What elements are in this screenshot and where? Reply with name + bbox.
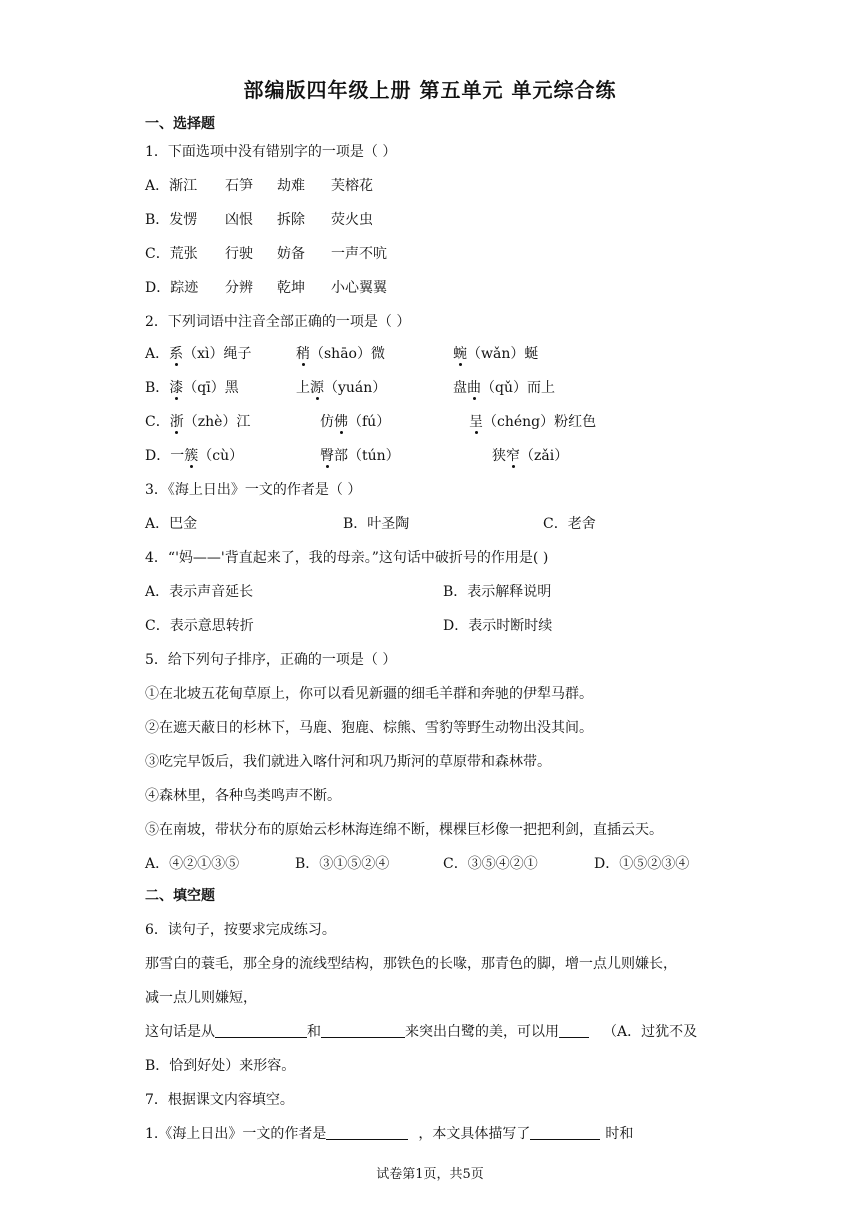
option-label: C．: [145, 414, 170, 430]
question-6-fill-line-2: B．恰到好处）来形容。: [145, 1058, 296, 1074]
question-5-stem: 5．给下列句子排序，正确的一项是（ ）: [145, 652, 397, 668]
plain-char: 上: [296, 380, 310, 396]
pinyin-text: （chéng）粉红色: [483, 414, 597, 430]
option-text: 荧火虫: [331, 212, 373, 228]
question-6-fill-line: [145, 1021, 697, 1041]
pinyin-text: （zǎi）: [520, 448, 569, 464]
question-2-option-a: [145, 343, 252, 363]
option-text: 小心翼翼: [331, 280, 387, 296]
option-text: 劫难: [277, 178, 305, 194]
question-2-option-a-word3: [453, 343, 538, 363]
option-text: A．渐江: [145, 178, 198, 194]
option-label: B．: [145, 380, 170, 396]
text: ，本文具体描写了: [418, 1126, 531, 1142]
text: 来突出白鹭的美，可以用: [405, 1024, 559, 1040]
page-footer: 试卷第1页，共5页: [376, 1167, 484, 1182]
text: 和: [307, 1024, 321, 1040]
pinyin-text: 部（tún）: [334, 448, 400, 464]
pinyin-text: （xì）绳子: [183, 346, 252, 362]
text: 时和: [605, 1126, 634, 1142]
answer-blank[interactable]: [530, 1125, 600, 1140]
page-title: 部编版四年级上册 第五单元 单元综合练: [243, 78, 617, 102]
option-text: B．发愣: [145, 212, 198, 228]
option-text: D．踪迹: [145, 280, 199, 296]
pinyin-text: （qī）黑: [183, 380, 239, 396]
pinyin-text: （shāo）微: [310, 346, 385, 362]
question-5-sentence-5: ⑤在南坡，带状分布的原始云杉林海连绵不断，棵棵巨杉像一把把利剑，直插云天。: [145, 822, 663, 838]
option-text: 芙榕花: [331, 178, 373, 194]
dotted-char: 臀: [320, 448, 334, 464]
question-1-option-c: [145, 243, 387, 263]
plain-char: 仿: [320, 414, 334, 430]
pinyin-text: （cù）: [198, 448, 244, 464]
dotted-char: 佛: [334, 414, 348, 430]
question-5-sentence-4: ④森林里，各种鸟类鸣声不断。: [145, 788, 341, 804]
question-2-option-b-word2: [296, 377, 386, 397]
text: （A．过犹不及: [603, 1024, 698, 1040]
dotted-char: 呈: [469, 414, 483, 430]
question-4-option-b: B．表示解释说明: [443, 584, 552, 600]
question-6-passage-line-2: 减一点儿则嫌短，: [145, 990, 257, 1006]
answer-blank[interactable]: [215, 1023, 307, 1038]
question-5-sentence-2: ②在遮天蔽日的杉林下，马鹿、狍鹿、棕熊、雪豹等野生动物出没其间。: [145, 720, 593, 736]
option-label: D．一: [145, 448, 185, 464]
question-7-fill-line: [145, 1123, 633, 1143]
answer-blank[interactable]: [326, 1125, 408, 1140]
question-4-stem: 4．“'妈——'背直起来了，我的母亲。”这句话中破折号的作用是( ): [145, 550, 549, 566]
question-1-option-b: [145, 209, 373, 229]
option-text: 拆除: [277, 212, 305, 228]
dotted-char: 蜿: [453, 346, 467, 362]
question-5-option-c: C．③⑤④②①: [443, 856, 538, 872]
question-1-option-d: [145, 277, 387, 297]
question-5-option-a: A．④②①③⑤: [145, 856, 240, 872]
question-5-option-b: B．③①⑤②④: [295, 856, 390, 872]
question-7-stem: 7．根据课文内容填空。: [145, 1092, 294, 1108]
question-3-option-c: C．老舍: [543, 516, 596, 532]
dotted-char: 簇: [184, 448, 199, 464]
text: 1.《海上日出》一文的作者是: [145, 1126, 327, 1142]
answer-blank[interactable]: [559, 1023, 589, 1038]
dotted-char: 源: [310, 380, 324, 396]
pinyin-text: （qǔ）而上: [481, 380, 555, 396]
question-2-option-d-word2: [320, 445, 400, 465]
question-2-option-c-word2: [320, 411, 390, 431]
option-text: C．荒张: [145, 246, 198, 262]
plain-char: 盘: [453, 380, 467, 396]
dotted-char: 漆: [169, 380, 184, 396]
pinyin-text: （wǎn）蜒: [467, 346, 539, 362]
text: 这句话是从: [145, 1024, 215, 1040]
option-text: 凶恨: [225, 212, 253, 228]
question-4-option-d: D．表示时断时续: [443, 618, 553, 634]
question-5-option-d: D．①⑤②③④: [594, 856, 690, 872]
question-3-stem: 3．《海上日出》一文的作者是（ ）: [145, 482, 362, 498]
question-4-option-a: A．表示声音延长: [145, 584, 254, 600]
dotted-char: 系: [169, 346, 184, 362]
question-2-option-c: [145, 411, 250, 431]
plain-char: 狭: [492, 448, 506, 464]
option-text: 行驶: [225, 246, 253, 262]
section-heading-fill: 二、填空题: [145, 888, 215, 904]
question-2-option-b-word3: [453, 377, 555, 397]
dotted-char: 浙: [169, 414, 184, 430]
question-2-option-d: [145, 445, 243, 465]
question-3-option-a: A．巴金: [145, 516, 198, 532]
section-heading-choice: 一、选择题: [145, 116, 215, 132]
option-text: 石笋: [225, 178, 253, 194]
question-5-sentence-1: ①在北坡五花甸草原上，你可以看见新疆的细毛羊群和奔驰的伊犁马群。: [145, 686, 593, 702]
option-text: 乾坤: [277, 280, 305, 296]
pinyin-text: （yuán）: [324, 380, 387, 396]
pinyin-text: （fú）: [348, 414, 391, 430]
answer-blank[interactable]: [321, 1023, 405, 1038]
question-1-stem: 1．下面选项中没有错别字的一项是（ ）: [145, 144, 397, 160]
question-6-stem: 6．读句子，按要求完成练习。: [145, 922, 336, 938]
pinyin-text: （zhè）江: [183, 414, 251, 430]
question-2-stem: 2．下列词语中注音全部正确的一项是（ ）: [145, 314, 411, 330]
question-2-option-c-word3: [469, 411, 596, 431]
question-2-option-d-word3: [492, 445, 568, 465]
question-1-option-a: [145, 175, 373, 195]
option-label: A．: [145, 346, 170, 362]
question-2-option-a-word2: [296, 343, 385, 363]
option-text: 妨备: [277, 246, 305, 262]
question-2-option-b: [145, 377, 239, 397]
dotted-char: 曲: [467, 380, 481, 396]
dotted-char: 窄: [506, 448, 520, 464]
dotted-char: 稍: [296, 346, 310, 362]
option-text: 一声不吭: [331, 246, 387, 262]
question-3-option-b: B．叶圣陶: [343, 516, 410, 532]
question-6-passage-line-1: 那雪白的蓑毛，那全身的流线型结构，那铁色的长喙，那青色的脚，增一点儿则嫌长，: [145, 956, 677, 972]
question-5-sentence-3: ③吃完早饭后，我们就进入喀什河和巩乃斯河的草原带和森林带。: [145, 754, 551, 770]
option-text: 分辨: [225, 280, 253, 296]
question-4-option-c: C．表示意思转折: [145, 618, 254, 634]
